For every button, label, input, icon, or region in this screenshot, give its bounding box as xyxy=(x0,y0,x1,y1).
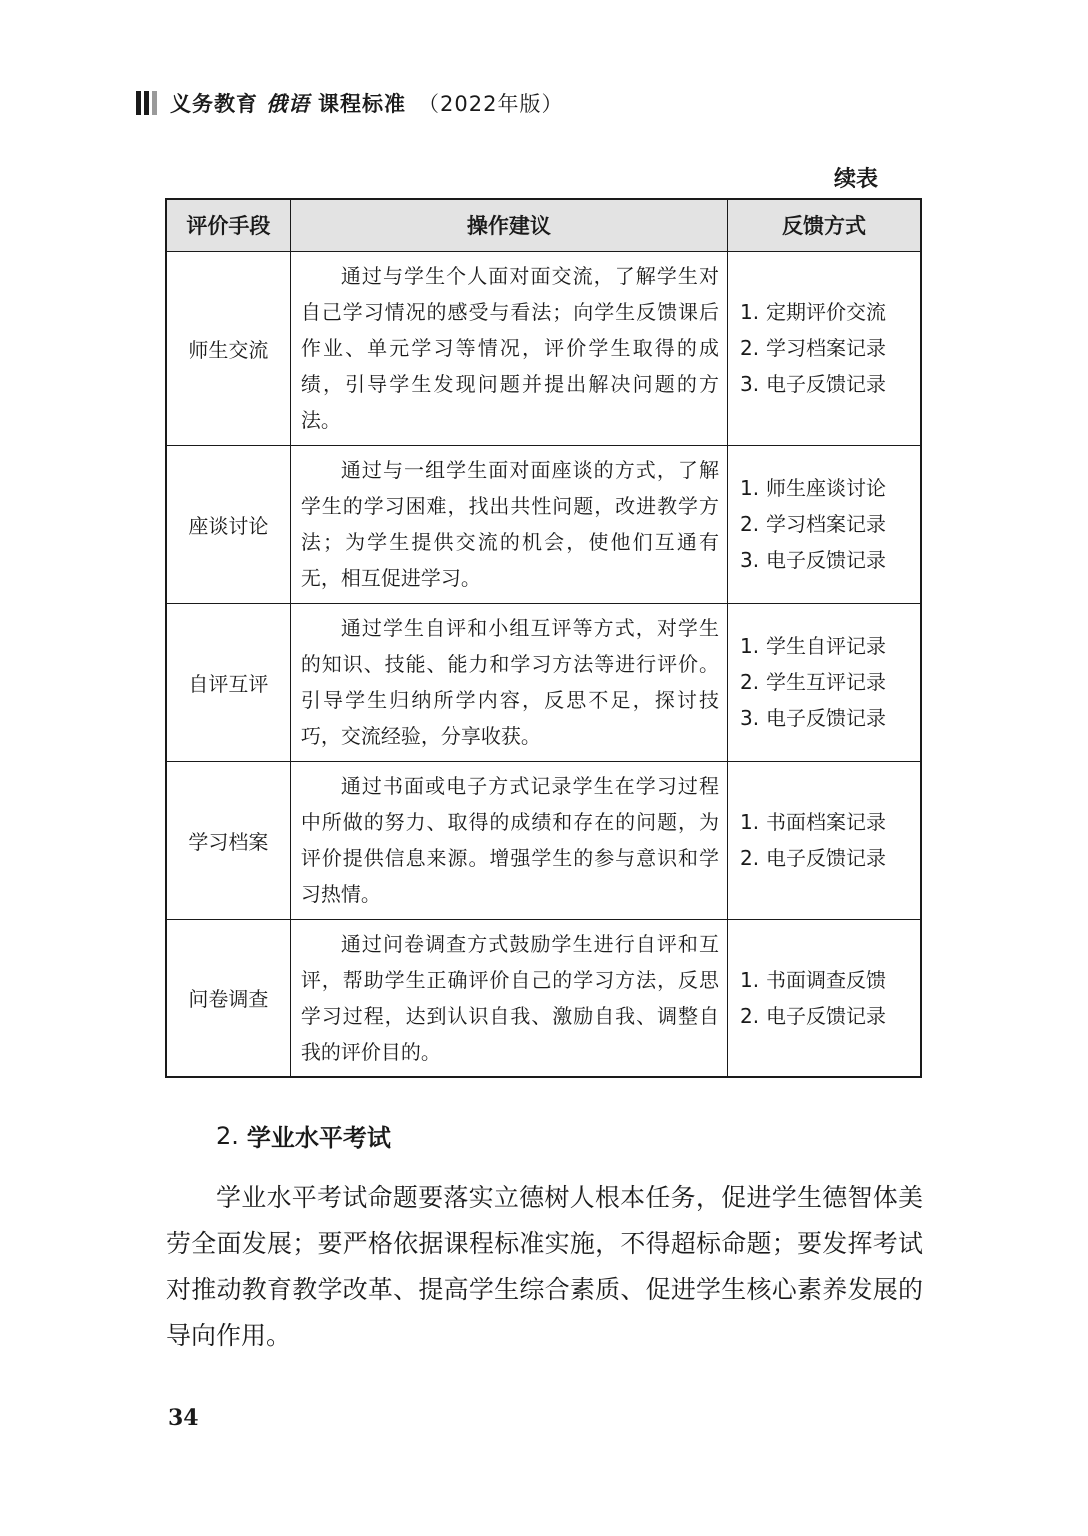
suggestion-cell: 通过学生自评和小组互评等方式，对学生的知识、技能、能力和学习方法等进行评价。引导学生归纳所学内容，反思不足，探讨技巧，交流经验，分享收获。 xyxy=(290,603,727,761)
feedback-item: 1. 定期评价交流 xyxy=(739,300,886,324)
header-suffix: 课程标准 xyxy=(318,92,406,116)
feedback-item: 2. 学习档案记录 xyxy=(739,336,886,360)
feedback-item: 3. 电子反馈记录 xyxy=(739,548,886,572)
feedback-cell xyxy=(727,761,921,919)
table-header-row xyxy=(166,199,921,251)
means-cell: 问卷调查 xyxy=(166,919,290,1077)
feedback-item: 1. 学生自评记录 xyxy=(739,634,886,658)
feedback-item: 2. 电子反馈记录 xyxy=(739,1003,886,1028)
feedback-item: 1. 书面调查反馈 xyxy=(739,967,886,992)
feedback-list xyxy=(740,962,920,1034)
feedback-cell xyxy=(727,445,921,603)
section-number: 2. xyxy=(216,1121,239,1150)
feedback-item: 3. 电子反馈记录 xyxy=(739,372,886,396)
suggestion-cell: 通过与学生个人面对面交流，了解学生对自己学习情况的感受与看法；向学生反馈课后作业、单元学习等情况，评价学生取得的成绩，引导学生发现问题并提出解决问题的方法。 xyxy=(290,251,727,445)
suggestion-cell: 通过与一组学生面对面座谈的方式，了解学生的学习困难，找出共性问题，改进教学方法；为学生提供交流的机会，使他们互通有无，相互促进学习。 xyxy=(290,445,727,603)
means-cell: 师生交流 xyxy=(166,251,290,445)
feedback-item: 2. 学生互评记录 xyxy=(739,670,886,694)
means-cell: 学习档案 xyxy=(166,761,290,919)
feedback-item: 1. 书面档案记录 xyxy=(739,810,886,834)
feedback-item: 2. 电子反馈记录 xyxy=(739,846,886,870)
body-paragraph: 学业水平考试命题要落实立德树人根本任务，促进学生德智体美劳全面发展；要严格依据课程标准实施，不得超标命题；要发挥考试对推动教育教学改革、提高学生综合素质、促进学生核心素养发展的导向作用。 xyxy=(166,1183,923,1350)
header-subject: 俄语 xyxy=(266,91,310,116)
feedback-list xyxy=(740,470,920,578)
column-header-suggestion: 操作建议 xyxy=(290,199,727,251)
table-row xyxy=(166,445,921,603)
running-header xyxy=(136,88,563,118)
means-cell: 座谈讨论 xyxy=(166,445,290,603)
column-header-means: 评价手段 xyxy=(166,199,290,251)
feedback-item: 1. 师生座谈讨论 xyxy=(739,476,886,500)
table-row xyxy=(166,251,921,445)
feedback-list xyxy=(740,804,920,876)
feedback-item: 2. 学习档案记录 xyxy=(739,512,886,536)
column-header-feedback: 反馈方式 xyxy=(727,199,921,251)
header-bars-icon xyxy=(136,91,160,115)
feedback-cell xyxy=(727,251,921,445)
feedback-list xyxy=(740,628,920,736)
feedback-cell xyxy=(727,603,921,761)
section-heading xyxy=(216,1118,391,1153)
page-number: 34 xyxy=(168,1405,199,1431)
evaluation-table xyxy=(165,198,922,1078)
suggestion-cell: 通过问卷调查方式鼓励学生进行自评和互评，帮助学生正确评价自己的学习方法，反思学习过程，达到认识自我、激励自我、调整自我的评价目的。 xyxy=(290,919,727,1077)
table-row xyxy=(166,919,921,1077)
header-prefix: 义务教育 xyxy=(170,92,258,116)
feedback-list xyxy=(740,294,920,402)
feedback-cell xyxy=(727,919,921,1077)
table-row xyxy=(166,603,921,761)
header-edition: （2022年版） xyxy=(418,92,564,116)
table-row xyxy=(166,761,921,919)
table-continued-label: 续表 xyxy=(834,167,879,192)
suggestion-cell: 通过书面或电子方式记录学生在学习过程中所做的努力、取得的成绩和存在的问题，为评价提供信息来源。增强学生的参与意识和学习热情。 xyxy=(290,761,727,919)
section-title: 学业水平考试 xyxy=(246,1124,391,1152)
means-cell: 自评互评 xyxy=(166,603,290,761)
feedback-item: 3. 电子反馈记录 xyxy=(739,706,886,730)
